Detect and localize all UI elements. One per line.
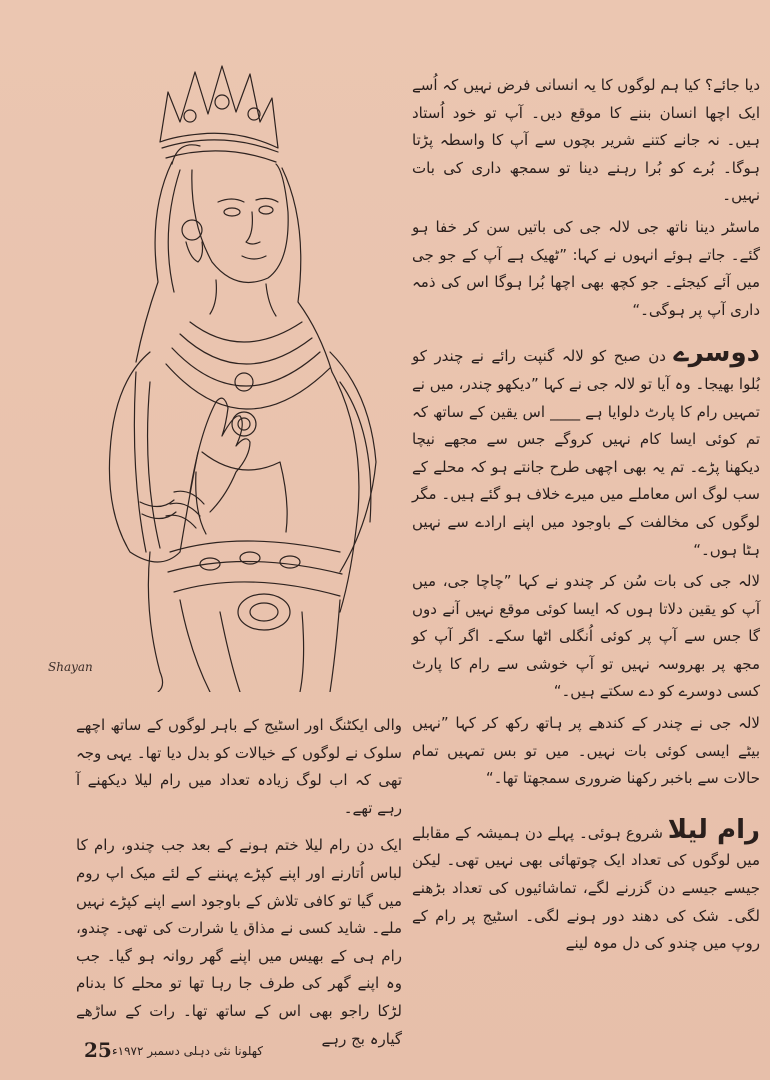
right-text-column bbox=[412, 72, 760, 962]
face bbox=[192, 164, 288, 282]
raised-hand bbox=[190, 398, 250, 512]
magazine-footer: کھلونا نئی دہلی دسمبر ۱۹۷۲ء bbox=[112, 1044, 263, 1058]
artist-signature: Shayan bbox=[48, 660, 93, 674]
paragraph: والی ایکٹنگ اور اسٹیج کے باہر لوگوں کے ساتھ اچھے سلوک نے لوگوں کے خیالات کو بدل دیا تھا۔ یہی وجہ تھی کہ اب لوگ زیادہ تعداد میں رام لیلا دیکھنے آ رہے تھے۔ bbox=[76, 716, 402, 817]
torso bbox=[109, 352, 198, 562]
page-number: 25 bbox=[84, 1038, 112, 1062]
paragraph: ماسٹر دینا ناتھ جی لالہ جی کی باتیں سن کر خفا ہو گئے۔ جاتے ہوئے انہوں نے کہا: ”ٹھیک ہے آپ کے جو جی میں آئے کیجئے۔ جو کچھ بھی اچھا بُرا ہوگا اس کی ذمہ داری آپ پر ہوگی۔“ bbox=[412, 217, 760, 319]
paragraph bbox=[412, 338, 760, 564]
section-opening-word: دوسرے bbox=[673, 338, 760, 369]
crown bbox=[160, 66, 278, 148]
paragraph-text: دن صبح کو لالہ گنپت رائے نے چندر کو بُلوا بھیجا۔ وہ آیا تو لالہ جی نے کہا ”دیکھو چندر، میں نے تمہیں رام کا پارٹ دلوایا ہے ____ اس یقین کے ساتھ کہ تم کوئی ایسا کام نہیں کروگے جس سے مجھے نیچا دیکھنا پڑے۔ تم یہ بھی اچھی طرح جانتے ہو کہ محلے کے سب لوگ اس معاملے میں میرے خلاف ہو گئے ہیں۔ مگر لوگوں کی مخالفت کے باوجود میں اپنے ارادے سے نہیں ہٹا ہوں۔“ bbox=[412, 347, 760, 559]
belt bbox=[170, 541, 340, 552]
paragraph bbox=[412, 815, 760, 958]
paragraph: دیا جائے؟ کیا ہم لوگوں کا یہ انسانی فرض نہیں کہ اُسے ایک اچھا انسان بننے کا موقع دیں۔ آپ تو خود اُستاد ہیں۔ نہ جانے کتنے شریر بچوں سے آپ کا واسطہ پڑتا ہوگا۔ بُرے کو بُرا رہنے دینا تو سمجھ داری کی بات نہیں۔ bbox=[412, 76, 760, 205]
paragraph: ایک دن رام لیلا ختم ہونے کے بعد جب چندو، رام کا لباس اُتارنے اور اپنے کپڑے پہننے کے لئے میک اپ روم میں گیا تو کافی تلاش کے باوجود اسے اپنے کپڑے نہیں ملے۔ شاید کسی نے مذاق یا شرارت کی تھی۔ چندو، رام ہی کے بھیس میں اپنے گھر روانہ ہو گیا۔ جب وہ اپنے گھر کی طرف جا رہا تھا تو محلے کا بدنام لڑکا راجو بھی اس کے ساتھ تھا۔ رات کے ساڑھے گیارہ بج رہے bbox=[76, 836, 402, 1048]
paragraph: لالہ جی نے چندر کے کندھے پر ہاتھ رکھ کر کہا ”نہیں بیٹے ایسی کوئی بات نہیں۔ میں تو بس تمہیں تمام حالات سے باخبر رکھنا ضروری سمجھتا تھا۔“ bbox=[412, 714, 760, 788]
paragraph: لالہ جی کی بات سُن کر چندو نے کہا ”چاچا جی، میں آپ کو یقین دلاتا ہوں کہ ایسا کوئی موقع نہیں آنے دوں گا جس سے آپ پر کوئی اُنگلی اٹھا سکے۔ اگر آپ کو مجھ پر بھروسہ نہیں تو آپ خوشی سے رام کا پارٹ کسی دوسرے کو دے سکتے ہیں۔“ bbox=[412, 572, 760, 701]
section-opening-word: رام لیلا bbox=[667, 814, 760, 845]
paragraph-text: شروع ہوئی۔ پہلے دن ہمیشہ کے مقابلے میں لوگوں کی تعداد ایک چوتھائی بھی نہیں تھی۔ لیکن جیسے جیسے دن گزرنے لگے، تماشائیوں کی تعداد بڑھنے لگی۔ شک کی دھند دور ہونے لگی۔ اسٹیج پر رام کے روپ میں چندو کی دل موہ لینے bbox=[412, 823, 760, 953]
left-text-column bbox=[76, 712, 402, 1057]
rama-illustration bbox=[40, 52, 410, 692]
